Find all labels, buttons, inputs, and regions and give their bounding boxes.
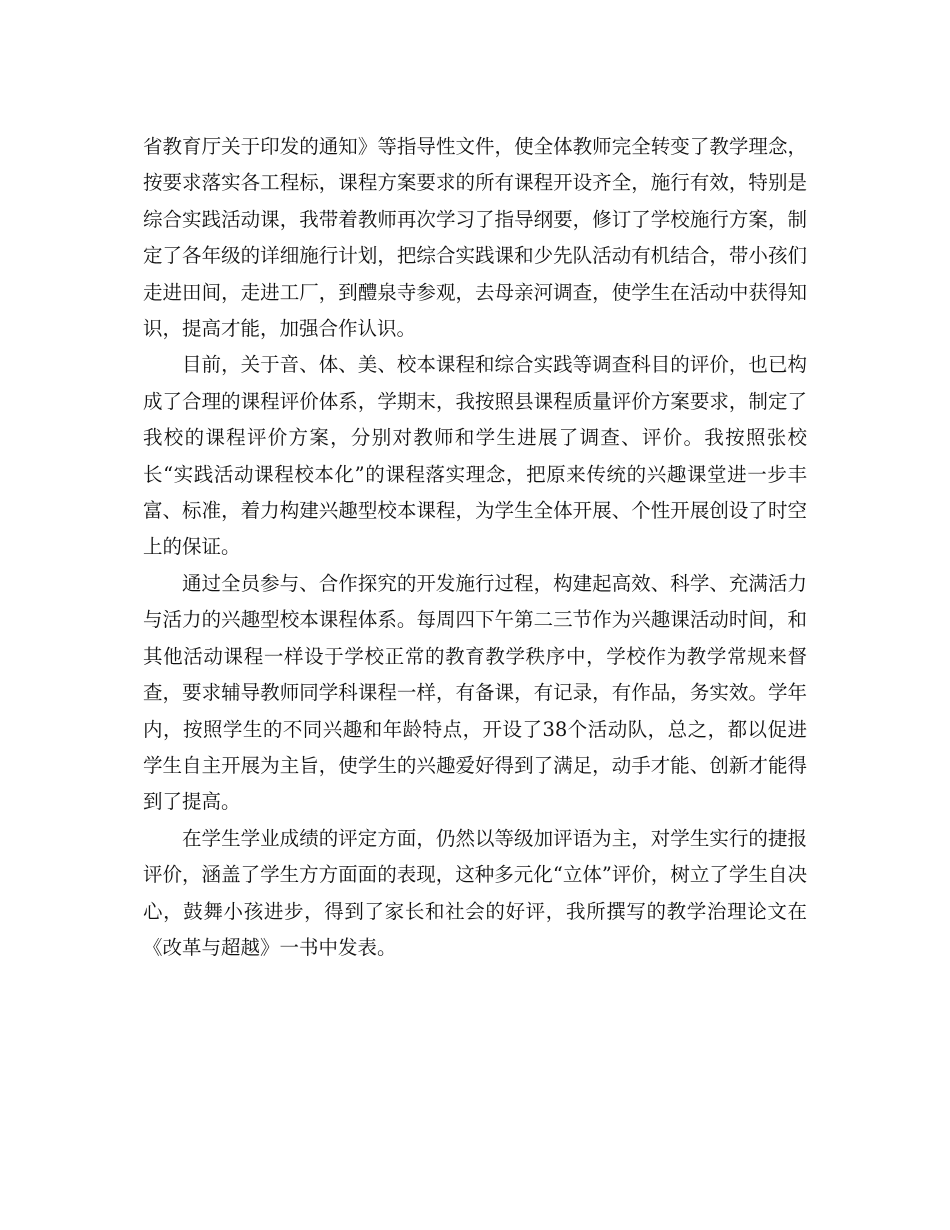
body-text: [143, 129, 807, 966]
paragraph-4: 在学生学业成绩的评定方面，仍然以等级加评语为主，对学生实行的捷报评价，涵盖了学生方方面面的表现，这种多元化“立体”评价，树立了学生自决心，鼓舞小孩进步，得到了家长和社会的好评，我所撰写的教学治理论文在《改革与超越》一书中发表。: [143, 826, 807, 959]
paragraph-2: 目前，关于音、体、美、校本课程和综合实践等调查科目的评价，也已构成了合理的课程评价体系，学期末，我按照县课程质量评价方案要求，制定了我校的课程评价方案，分别对教师和学生进展了调查、评价。我按照张校长“实践活动课程校本化”的课程落实理念，把原来传统的兴趣课堂进一步丰富、标准，着力构建兴趣型校本课程，为学生全体开展、个性开展创设了时空上的保证。: [143, 353, 807, 559]
paragraph-1: 省教育厅关于印发的通知》等指导性文件，使全体教师完全转变了教学理念，按要求落实各工程标，课程方案要求的所有课程开设齐全，施行有效，特别是综合实践活动课，我带着教师再次学习了指导纲要，修订了学校施行方案，制定了各年级的详细施行计划，把综合实践课和少先队活动有机结合，带小孩们走进田间，走进工厂，到醴泉寺参观，去母亲河调查，使学生在活动中获得知识，提高才能，加强合作认识。: [143, 135, 807, 341]
paragraph-3: 通过全员参与、合作探究的开发施行过程，构建起高效、科学、充满活力与活力的兴趣型校本课程体系。每周四下午第二三节作为兴趣课活动时间，和其他活动课程一样设于学校正常的教育教学秩序中，学校作为教学常规来督查，要求辅导教师同学科课程一样，有备课，有记录，有作品，务实效。学年内，按照学生的不同兴趣和年龄特点，开设了38个活动队，总之，都以促进学生自主开展为主旨，使学生的兴趣爱好得到了满足，动手才能、创新才能得到了提高。: [143, 571, 807, 814]
